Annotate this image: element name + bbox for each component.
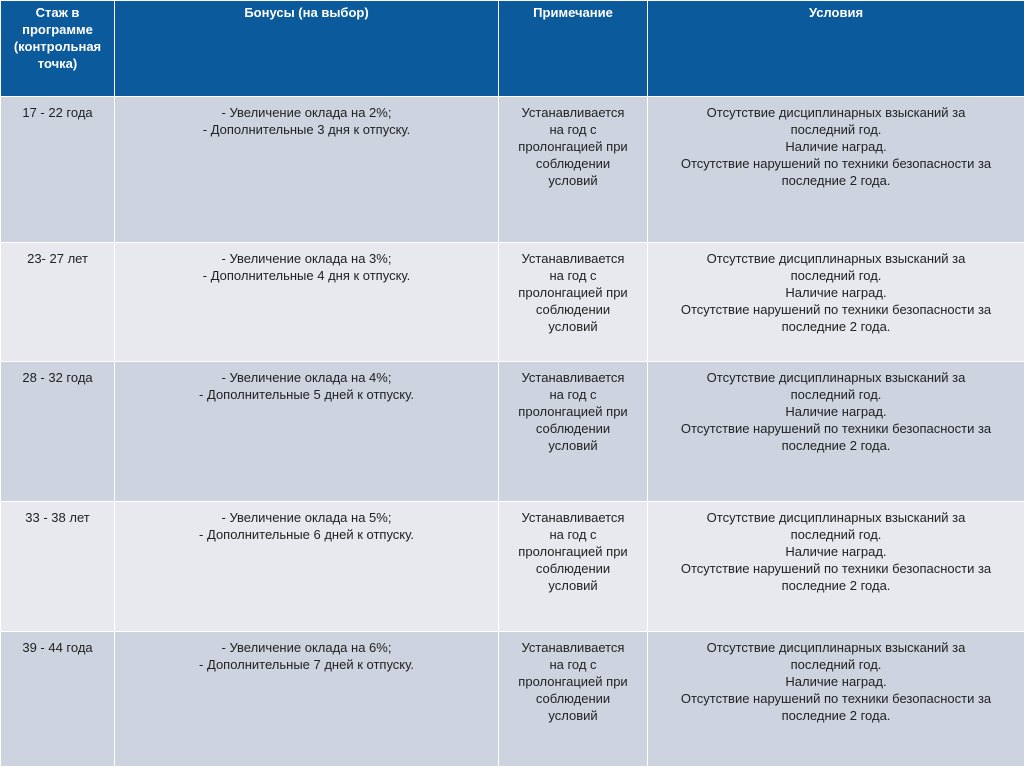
table-row xyxy=(1,97,1024,243)
header-note: Примечание xyxy=(499,1,648,97)
cell-bonus: - Увеличение оклада на 6%; - Дополнительные 7 дней к отпуску. xyxy=(115,631,499,766)
table-row xyxy=(1,243,1024,362)
cell-period: 28 - 32 года xyxy=(1,362,115,501)
header-conditions: Условия xyxy=(648,1,1024,97)
cell-conditions: Отсутствие дисциплинарных взысканий за последний год. Наличие наград. Отсутствие нарушений по техники безопасности за последние 2 года. xyxy=(648,631,1024,766)
cell-period: 33 - 38 лет xyxy=(1,501,115,631)
table-row xyxy=(1,501,1024,631)
table-row xyxy=(1,631,1024,766)
cell-conditions: Отсутствие дисциплинарных взысканий за последний год. Наличие наград. Отсутствие нарушений по техники безопасности за последние 2 года. xyxy=(648,501,1024,631)
cell-bonus: - Увеличение оклада на 3%; - Дополнительные 4 дня к отпуску. xyxy=(115,243,499,362)
header-period: Стаж в программе (контрольная точка) xyxy=(1,1,115,97)
cell-note: Устанавливается на год с пролонгацией при соблюдении условий xyxy=(499,243,648,362)
cell-bonus: - Увеличение оклада на 4%; - Дополнительные 5 дней к отпуску. xyxy=(115,362,499,501)
cell-period: 39 - 44 года xyxy=(1,631,115,766)
cell-note: Устанавливается на год с пролонгацией при соблюдении условий xyxy=(499,362,648,501)
table-body xyxy=(1,97,1024,767)
cell-bonus: - Увеличение оклада на 2%; - Дополнительные 3 дня к отпуску. xyxy=(115,97,499,243)
cell-period: 17 - 22 года xyxy=(1,97,115,243)
table-header xyxy=(1,1,1024,97)
cell-note: Устанавливается на год с пролонгацией при соблюдении условий xyxy=(499,631,648,766)
cell-conditions: Отсутствие дисциплинарных взысканий за последний год. Наличие наград. Отсутствие нарушений по техники безопасности за последние 2 года. xyxy=(648,362,1024,501)
table-row xyxy=(1,362,1024,501)
cell-note: Устанавливается на год с пролонгацией при соблюдении условий xyxy=(499,501,648,631)
cell-bonus: - Увеличение оклада на 5%; - Дополнительные 6 дней к отпуску. xyxy=(115,501,499,631)
cell-conditions: Отсутствие дисциплинарных взысканий за последний год. Наличие наград. Отсутствие нарушений по техники безопасности за последние 2 года. xyxy=(648,243,1024,362)
cell-period: 23- 27 лет xyxy=(1,243,115,362)
cell-note: Устанавливается на год с пролонгацией при соблюдении условий xyxy=(499,97,648,243)
header-bonus: Бонусы (на выбор) xyxy=(115,1,499,97)
cell-conditions: Отсутствие дисциплинарных взысканий за последний год. Наличие наград. Отсутствие нарушений по техники безопасности за последние 2 года. xyxy=(648,97,1024,243)
